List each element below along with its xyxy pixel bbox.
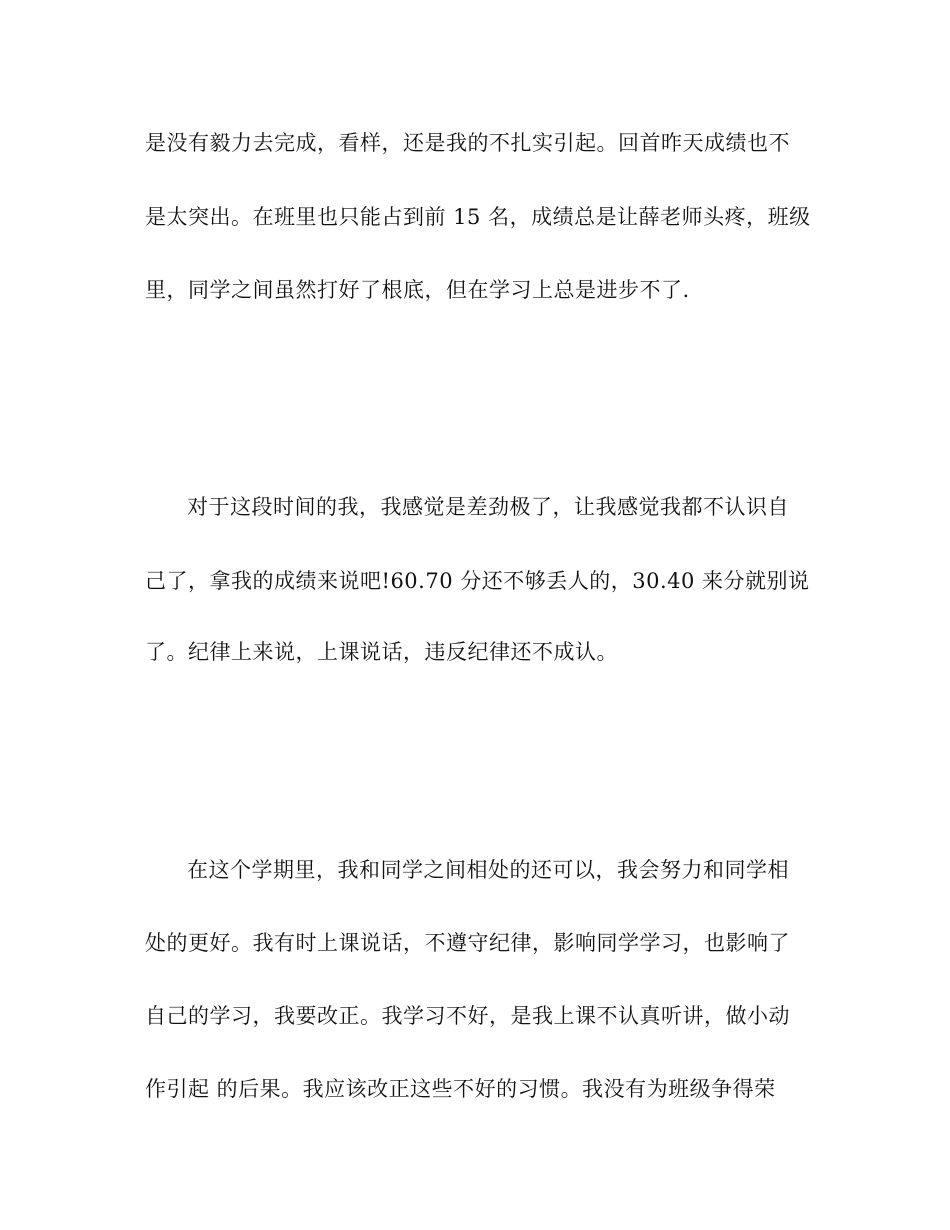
text-line: 处的更好。我有时上课说话，不遵守纪律，影响同学学习，也影响了 xyxy=(145,931,790,955)
text-line: 是没有毅力去完成，看样，还是我的不扎实引起。回首昨天成绩也不 xyxy=(145,131,790,155)
text-line: 作引起 的后果。我应该改正这些不好的习惯。我没有为班级争得荣 xyxy=(145,1077,776,1101)
text-line: 自己的学习，我要改正。我学习不好，是我上课不认真听讲，做小动 xyxy=(145,1004,790,1028)
text-line: 里，同学之间虽然打好了根底，但在学习上总是进步不了. xyxy=(145,278,690,302)
text-line: 对于这段时间的我，我感觉是差劲极了，让我感觉我都不认识自 xyxy=(187,495,789,519)
text-line: 是太突出。在班里也只能占到前 15 名，成绩总是让薛老师头疼，班级 xyxy=(145,205,811,229)
text-line: 了。纪律上来说，上课说话，违反纪律还不成认。 xyxy=(145,640,618,664)
text-line: 己了，拿我的成绩来说吧!60.70 分还不够丢人的，30.40 来分就别说 xyxy=(145,569,810,593)
text-line: 在这个学期里，我和同学之间相处的还可以，我会努力和同学相 xyxy=(187,858,789,882)
